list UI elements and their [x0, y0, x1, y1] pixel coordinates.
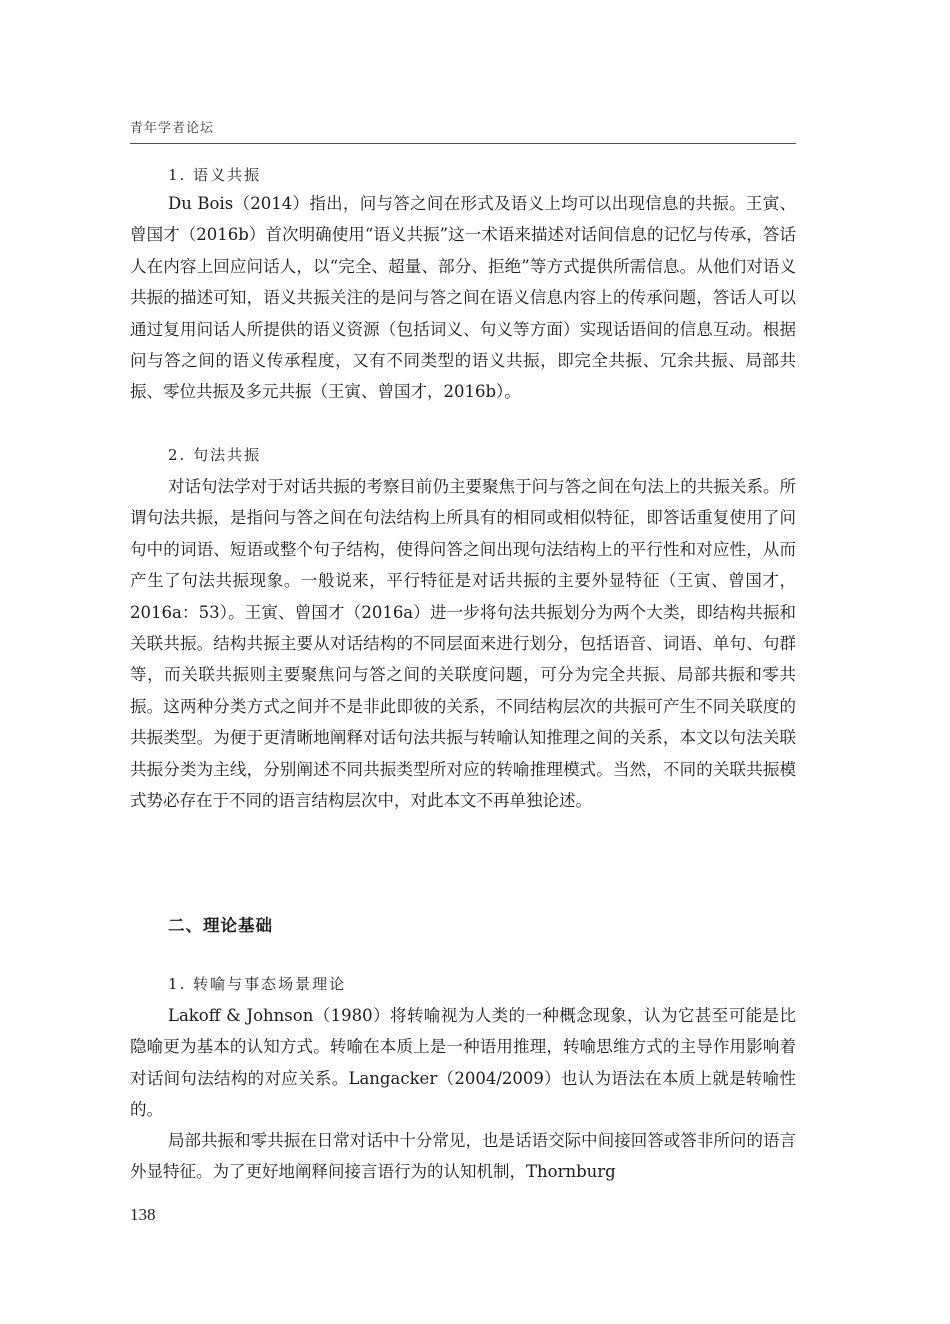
section-title-theory: 二、理论基础	[168, 916, 273, 935]
header-rule	[130, 143, 796, 144]
running-head: 青年学者论坛	[130, 121, 215, 136]
subsection-heading-metonymy: 1. 转喻与事态场景理论	[168, 975, 347, 993]
paragraph-semantic-resonance: Du Bois（2014）指出，问与答之间在形式及语义上均可以出现信息的共振。王寅、曾国才（2016b）首次明确使用“语义共振”这一术语来描述对话间信息的记忆与传承，答话人在内容上回应问话人，以“完全、超量、部分、拒绝”等方式提供所需信息。从他们对语义共振的描述可知，语义共振关注的是问与答之间在语义信息内容上的传承问题，答话人可以通过复用问话人所提供的语义资源（包括词义、句义等方面）实现话语间的信息互动。根据问与答之间的语义传承程度，又有不同类型的语义共振，即完全共振、冗余共振、局部共振、零位共振及多元共振（王寅、曾国才，2016b）。	[130, 194, 796, 402]
paragraph-metonymy-2: 局部共振和零共振在日常对话中十分常见，也是话语交际中间接回答或答非所问的语言外显特征。为了更好地阐释间接言语行为的认知机制，Thornburg	[130, 1131, 796, 1182]
paragraph-syntactic-resonance: 对话句法学对于对话共振的考察目前仍主要聚焦于问与答之间在句法上的共振关系。所谓句法共振，是指问与答之间在句法结构上所具有的相同或相似特征，即答话重复使用了问句中的词语、短语或整个句子结构，使得问答之间出现句法结构上的平行性和对应性，从而产生了句法共振现象。一般说来，平行特征是对话共振的主要外显特征（王寅、曾国才，2016a：53）。王寅、曾国才（2016a）进一步将句法共振划分为两个大类，即结构共振和关联共振。结构共振主要从对话结构的不同层面来进行划分，包括语音、词语、单句、句群等，而关联共振则主要聚焦问与答之间的关联度问题，可分为完全共振、局部共振和零共振。这两种分类方式之间并不是非此即彼的关系，不同结构层次的共振可产生不同关联度的共振类型。为便于更清晰地阐释对话句法共振与转喻认知推理之间的关系，本文以句法关联共振分类为主线，分别阐述不同共振类型所对应的转喻推理模式。当然，不同的关联共振模式势必存在于不同的语言结构层次中，对此本文不再单独论述。	[130, 477, 796, 811]
paragraph-metonymy-1: Lakoff & Johnson（1980）将转喻视为人类的一种概念现象，认为它甚至可能是比隐喻更为基本的认知方式。转喻在本质上是一种语用推理，转喻思维方式的主导作用影响着对话间句法结构的对应关系。Langacker（2004/2009）也认为语法在本质上就是转喻性的。	[130, 1006, 796, 1120]
subsection-heading-syntactic-resonance: 2. 句法共振	[168, 446, 262, 464]
subsection-heading-semantic-resonance: 1. 语义共振	[168, 166, 262, 184]
page-number: 138	[130, 1205, 156, 1224]
